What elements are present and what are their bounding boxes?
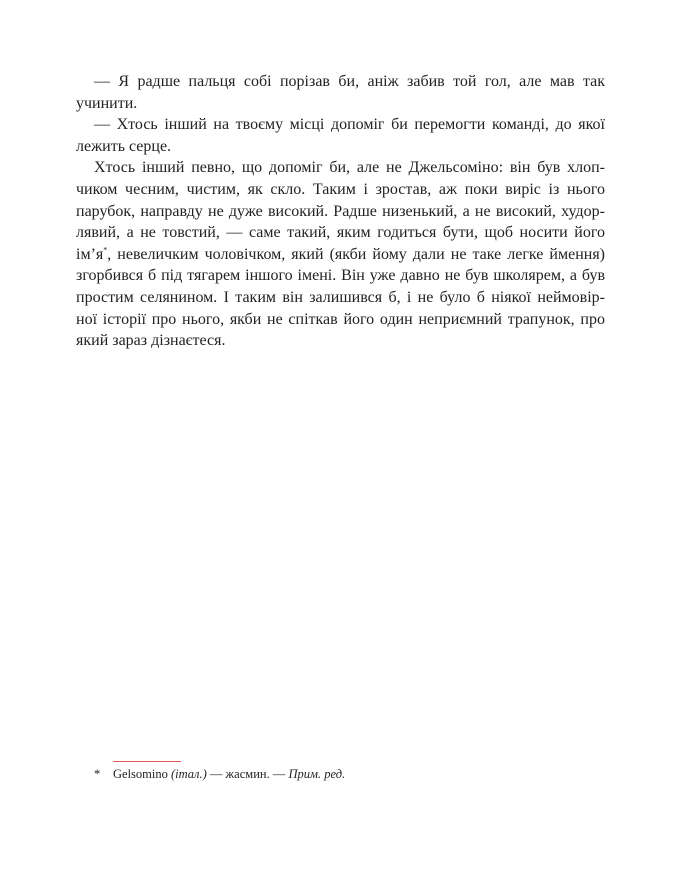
text-line bbox=[76, 244, 605, 266]
footnote-editor-note: Прим. ред. bbox=[288, 767, 346, 781]
text-line: — Я радше пальця собі порізав би, аніж забив той гол, але мав так bbox=[94, 73, 605, 90]
footnote bbox=[94, 767, 345, 782]
text-line: лявий, а не товстий, — саме такий, яким годиться бути, щоб носити його bbox=[76, 224, 605, 242]
text-fragment: , невеличким чоловічком, який (якби йому дали не таке легке ймення) bbox=[107, 245, 605, 263]
footnote-separator bbox=[113, 761, 181, 762]
footnote-language: (італ.) bbox=[170, 767, 207, 781]
text-line: ної історії про нього, якби не спіткав його один неприємний трапунок, про bbox=[76, 310, 605, 328]
text-line: парубок, направду не дуже високий. Радше низенький, а не високий, худор- bbox=[76, 202, 605, 220]
text-line: лежить серце. bbox=[76, 137, 172, 155]
text-line: чиком чесним, чистим, як скло. Таким і зростав, аж поки виріс із нього bbox=[76, 180, 605, 198]
footnote-term: Gelsomino bbox=[113, 767, 168, 781]
text-line: згорбився б під тягарем іншого імені. Він уже давно не був школярем, а був bbox=[76, 267, 605, 285]
text-line: учинити. bbox=[76, 94, 138, 112]
footnote-definition: — жасмин. — bbox=[206, 767, 289, 781]
text-line: простим селянином. І таким він залишився б, і не було б ніякої неймовір- bbox=[76, 288, 605, 306]
text-line: — Хтось інший на твоєму місці допоміг би перемогти команді, до якої bbox=[94, 116, 605, 134]
footnote-reference[interactable]: * bbox=[103, 245, 108, 255]
body-text bbox=[76, 71, 605, 352]
text-line: Хтось інший певно, що допоміг би, але не Джельсоміно: він був хлоп- bbox=[94, 159, 605, 177]
footnote-mark: * bbox=[94, 767, 101, 781]
text-line: який зараз дізнаєтеся. bbox=[76, 332, 226, 350]
text-fragment: ім’я bbox=[76, 245, 104, 263]
